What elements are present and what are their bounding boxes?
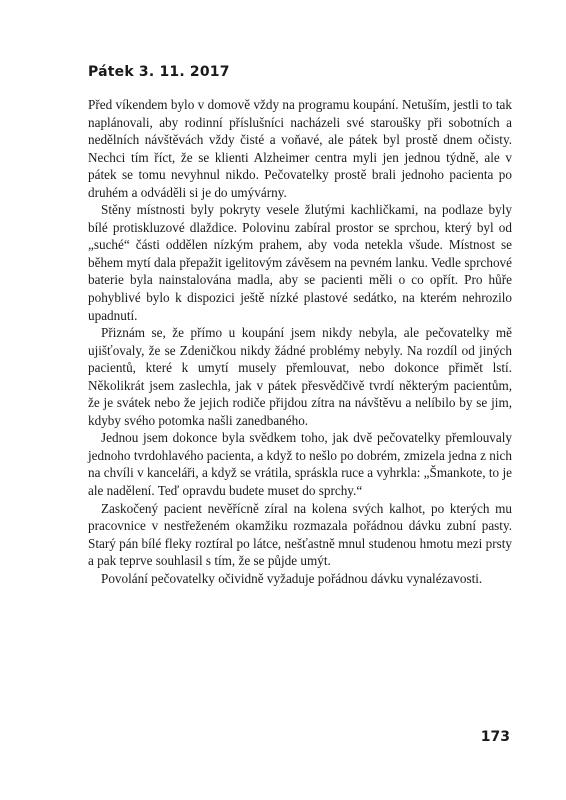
paragraph-1: Před víkendem bylo v domově vždy na programu koupání. Netuším, jestli to tak naplánovali, aby rodinní příslušníci nacházeli své staroušky při sobotních a nedělních návštěvách vždy čisté a voňavé, ale pátek byl prostě dnem očisty. Nechci tím říct, že se klienti Alzheimer centra myli jen jednou týdně, ale v pátek se tomu nevyhnul nikdo. Pečovatelky prostě brali jednoho pacienta po druhém a odváděli si je do umývárny. — [88, 97, 512, 200]
paragraph-2: Stěny místnosti byly pokryty vesele žlutými kachličkami, na podlaze byly bílé protiskluzové dlaždice. Polovinu zabíral prostor se sprchou, který byl od „suché“ části oddělen nízkým prahem, aby voda netekla všude. Místnost se během mytí dala přepažit igelitovým závěsem na pevném lanku. Vedle sprchové baterie byla nainstalována madla, aby se pacienti měli o co opřít. Pro hůře pohyblivé bylo k dispozici ještě nízké plastové sedátko, na kterém nehrozilo upadnutí. — [88, 202, 512, 323]
body-text — [88, 96, 512, 587]
paragraph-5: Zaskočený pacient nevěřícně zíral na kolena svých kalhot, po kterých mu pracovnice v nestřeženém okamžiku rozmazala pořádnou dávku zubní pasty. Starý pán bílé fleky roztíral po látce, nešťastně mnul studenou hmotu mezi prsty a pak teprve souhlasil s tím, že se půjde umýt. — [88, 500, 512, 569]
paragraph-4: Jednou jsem dokonce byla svědkem toho, jak dvě pečovatelky přemlouvaly jednoho tvrdohlavého pacienta, a když to nešlo po dobrém, zmizela jedna z nich na chvíli v kanceláři, a když se vrátila, spráskla ruce a vyhrkla: „Šmankote, to je ale nadělení. Teď opravdu budete muset do sprchy.“ — [88, 430, 512, 499]
paragraph-3: Přiznám se, že přímo u koupání jsem nikdy nebyla, ale pečovatelky mě ujišťovaly, že se Zdeničkou nikdy žádné problémy nebyly. Na rozdíl od jiných pacientů, které k umytí musely přemlouvat, nebo dokonce přimět lstí. Několikrát jsem zaslechla, jak v pátek přesvědčivě tvrdí některým pacientům, že je svátek nebo že jejich rodiče přijdou zítra na návštěvu a nelíbilo by se jim, kdyby svého potomka našli zanedbaného. — [88, 325, 512, 428]
page-number: 173 — [480, 729, 510, 745]
chapter-heading: Pátek 3. 11. 2017 — [88, 64, 230, 80]
paragraph-6: Povolání pečovatelky očividně vyžaduje pořádnou dávku vynalézavosti. — [101, 570, 483, 586]
